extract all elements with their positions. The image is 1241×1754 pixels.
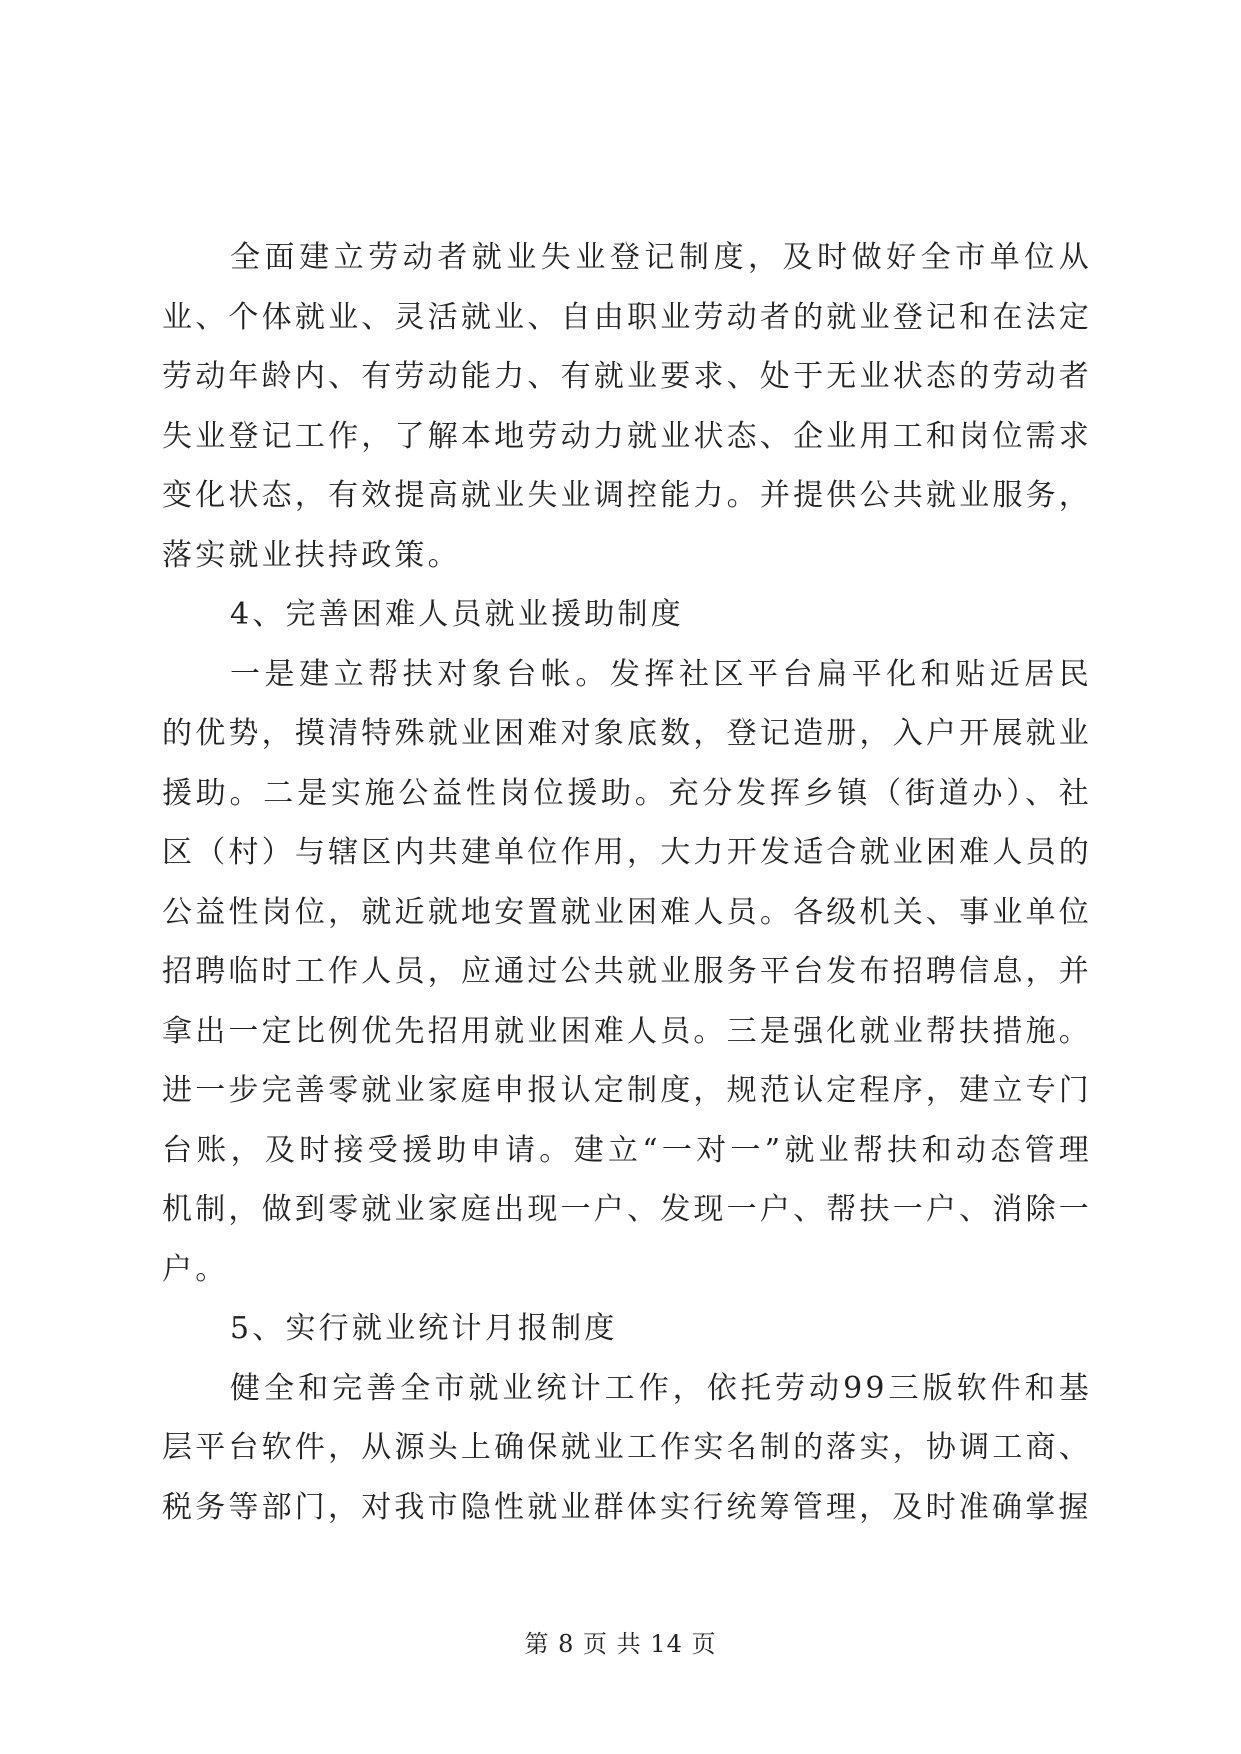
paragraph-employment-assistance: 一是建立帮扶对象台帐。发挥社区平台扁平化和贴近居民的优势，摸清特殊就业困难对象底数，登记造册，入户开展就业援助。二是实施公益性岗位援助。充分发挥乡镇（街道办）、社区（村）与辖区内共建单位作用，大力开发适合就业困难人员的公益性岗位，就近就地安置就业困难人员。各级机关、事业单位招聘临时工作人员，应通过公共就业服务平台发布招聘信息，并拿出一定比例优先招用就业困难人员。三是强化就业帮扶措施。进一步完善零就业家庭申报认定制度，规范认定程序，建立专门台账，及时接受援助申请。建立“一对一”就业帮扶和动态管理机制，做到零就业家庭出现一户、发现一户、帮扶一户、消除一户。 bbox=[162, 656, 1092, 1287]
paragraph-employment-statistics: 健全和完善全市就业统计工作，依托劳动99三版软件和基层平台软件，从源头上确保就业工作实名制的落实，协调工商、税务等部门，对我市隐性就业群体实行统筹管理，及时准确掌握 bbox=[162, 1370, 1092, 1525]
section-heading-4: 4、完善困难人员就业援助制度 bbox=[230, 597, 684, 632]
paragraph-registration-system: 全面建立劳动者就业失业登记制度，及时做好全市单位从业、个体就业、灵活就业、自由职业劳动者的就业登记和在法定劳动年龄内、有劳动能力、有就业要求、处于无业状态的劳动者失业登记工作，了解本地劳动力就业状态、企业用工和岗位需求变化状态，有效提高就业失业调控能力。并提供公共就业服务，落实就业扶持政策。 bbox=[162, 240, 1092, 573]
page-footer: 第 8 页 共 14 页 bbox=[524, 1630, 717, 1658]
section-heading-5: 5、实行就业统计月报制度 bbox=[230, 1311, 618, 1346]
document-body bbox=[162, 228, 1092, 1537]
